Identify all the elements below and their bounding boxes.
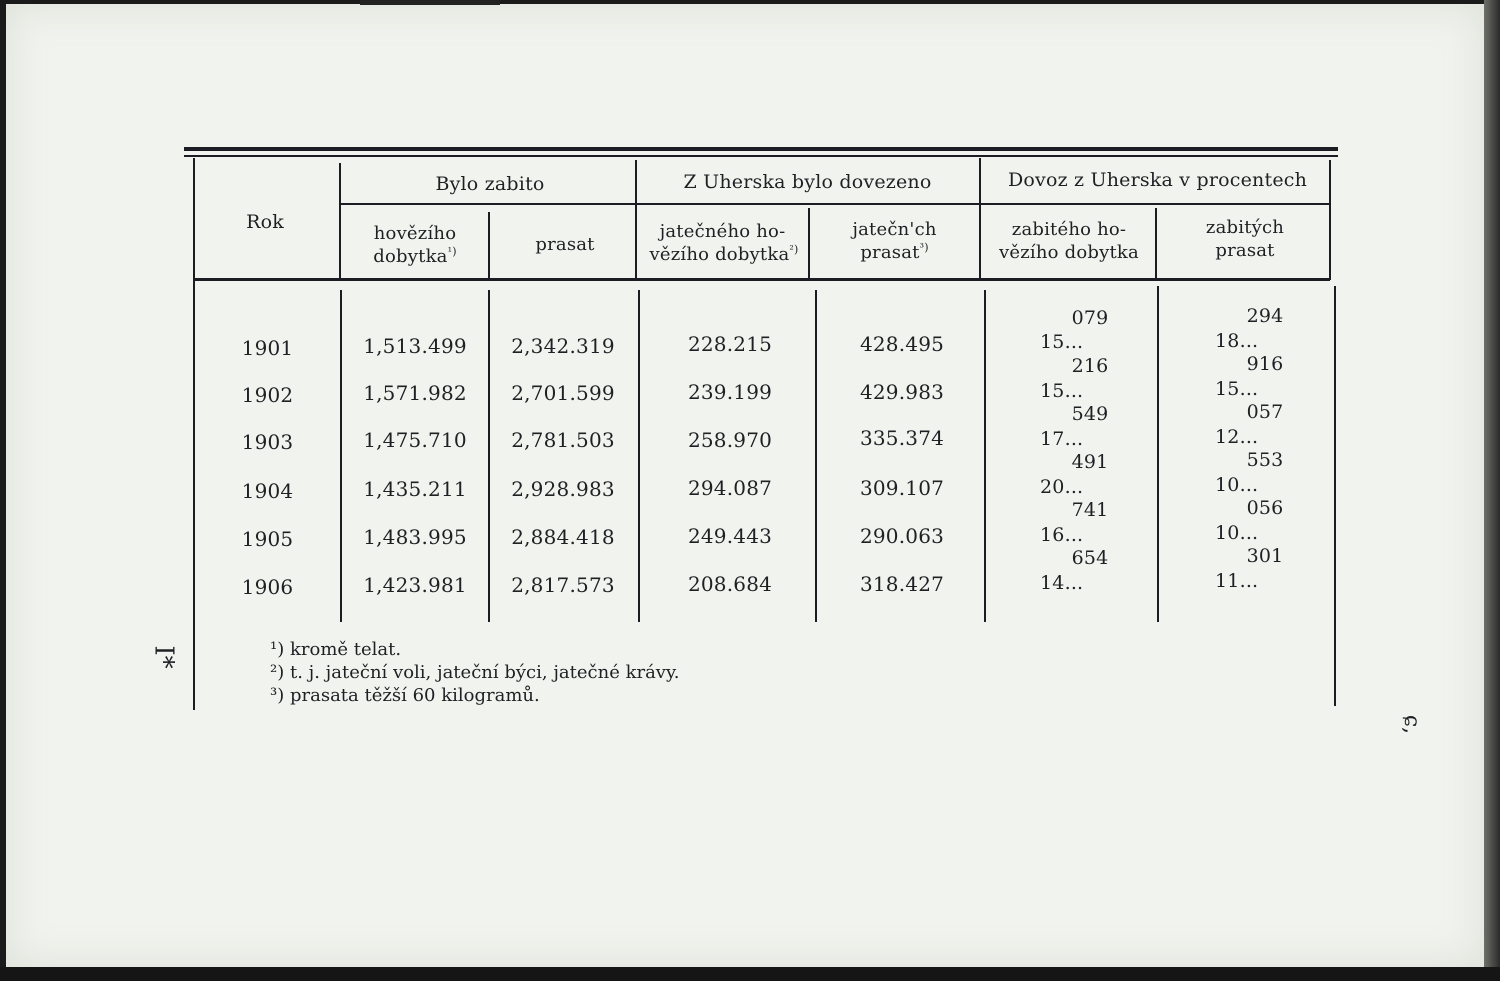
footnote-1-text: kromě telat. [289, 639, 402, 660]
row-1902-hovezi: 1,571.982 [363, 381, 467, 405]
header-zab-pras-line1: zabitých [1205, 217, 1285, 238]
pct-hov-line: 15... [1040, 380, 1084, 402]
group-header-rule [340, 203, 1330, 205]
header-jat-hov-line2 [640, 243, 808, 267]
body-rule-rok [340, 290, 342, 622]
footnote-1-mark: ¹) [270, 639, 285, 660]
pct-hov-line: 491 [1071, 451, 1109, 473]
header-hovezi-line1: hovězího [373, 223, 457, 244]
header-hovezi-line2-text: dobytka [373, 246, 448, 267]
header-jat-hov-line1: jatečného ho- [659, 221, 786, 242]
body-rule-right [1334, 286, 1336, 706]
header-zab-hov-line2: vězího dobytka [999, 242, 1139, 263]
pct-hov-line: 20... [1040, 476, 1084, 498]
margin-mark-right: ɕ, [1399, 714, 1425, 735]
row-1906-jat-hov: 208.684 [687, 572, 773, 596]
row-1901-jat-hov: 228.215 [687, 332, 773, 356]
page-edge-right [1484, 0, 1500, 981]
pct-hov-line: 741 [1071, 499, 1109, 521]
page-edge-bottom [0, 967, 1500, 981]
footnote-2-text: t. j. jateční voli, jateční býci, jatečné krávy. [289, 662, 680, 683]
header-jat-pras-line2 [812, 241, 977, 265]
footnote-ref-3: ³) [919, 241, 929, 254]
pct-hov-line: 549 [1071, 403, 1109, 425]
body-rule-hovezi [488, 290, 490, 622]
row-1902-jat-pras: 429.983 [859, 380, 945, 404]
pct-pras-line: 18... [1215, 330, 1259, 352]
body-rule-zab-hov [1157, 286, 1159, 622]
header-bylo-zabito: Bylo zabito [435, 173, 545, 195]
footnote-3-mark: ³) [270, 685, 285, 706]
header-jat-pras-line2-text: prasat [860, 242, 920, 263]
pct-hov-line: 17... [1040, 428, 1084, 450]
row-1904-hovezi: 1,435.211 [363, 477, 467, 501]
row-1904-jat-hov: 294.087 [687, 476, 773, 500]
pct-pras-line: 057 [1246, 401, 1284, 423]
header-zab-pras-line2: prasat [1215, 240, 1275, 261]
body-rule-prasat [638, 290, 640, 622]
pct-pras-line: 301 [1246, 545, 1284, 567]
body-rule-jat-pras [984, 290, 986, 622]
pct-pras-line: 916 [1246, 353, 1284, 375]
pct-pras-line: 15... [1215, 378, 1259, 400]
pct-pras-line: 553 [1246, 449, 1284, 471]
row-1901-rok: 1901 [241, 336, 294, 360]
row-1905-rok: 1905 [241, 527, 294, 551]
row-1905-hovezi: 1,483.995 [363, 525, 467, 549]
footnote-2-mark: ²) [270, 662, 285, 683]
body-rule-jat-hov [815, 290, 817, 622]
footnote-3-text: prasata těžší 60 kilogramů. [289, 685, 540, 706]
header-z-uherska: Z Uherska bylo dovezeno [683, 171, 932, 193]
header-bottom-rule [194, 278, 1330, 281]
footnote-ref-1: ¹) [447, 245, 457, 258]
row-1904-jat-pras: 309.107 [859, 476, 945, 500]
header-prasat: prasat [535, 234, 595, 255]
pct-pras-line: 294 [1246, 305, 1284, 327]
table-top-thin-rule [184, 155, 1338, 157]
row-1903-jat-pras: 335.374 [859, 426, 945, 450]
row-1906-prasat: 2,817.573 [511, 573, 615, 597]
margin-mark-left: I* [148, 645, 179, 669]
header-jat-hov-line2-text: vězího dobytka [649, 244, 790, 265]
table-top-thick-rule [184, 147, 1338, 151]
row-1905-jat-pras: 290.063 [859, 524, 945, 548]
row-1905-prasat: 2,884.418 [511, 525, 615, 549]
pct-hov-line: 16... [1040, 524, 1084, 546]
header-rok: Rok [246, 211, 284, 233]
header-jat-pras-line1: jatečn'ch [852, 219, 937, 240]
row-1906-jat-pras: 318.427 [859, 572, 945, 596]
pct-pras-line: 12... [1215, 426, 1259, 448]
row-1901-jat-pras: 428.495 [859, 332, 945, 356]
row-1902-jat-hov: 239.199 [687, 380, 773, 404]
row-1906-hovezi: 1,423.981 [363, 573, 467, 597]
row-1906-rok: 1906 [241, 575, 294, 599]
row-1901-hovezi: 1,513.499 [363, 334, 467, 358]
pct-pras-line: 11... [1215, 570, 1259, 592]
pct-hov-line: 216 [1071, 355, 1109, 377]
pct-pras-line: 10... [1215, 522, 1259, 544]
col-rule-zab-hov [1155, 208, 1157, 280]
row-1903-jat-hov: 258.970 [687, 428, 773, 452]
pct-hov-line: 079 [1071, 307, 1109, 329]
row-1904-rok: 1904 [241, 479, 294, 503]
pct-hov-line: 14... [1040, 572, 1084, 594]
footnote-3 [270, 683, 540, 709]
footnote-ref-2: ²) [789, 243, 799, 256]
pct-pras-line: 10... [1215, 474, 1259, 496]
row-1901-prasat: 2,342.319 [511, 334, 615, 358]
col-rule-hovezi [488, 212, 490, 280]
header-hovezi-line2 [345, 245, 485, 269]
col-rule-rok [339, 163, 341, 281]
col-rule-left [193, 158, 195, 710]
row-1904-prasat: 2,928.983 [511, 477, 615, 501]
pct-hov-line: 15... [1040, 331, 1084, 353]
row-1902-rok: 1902 [241, 383, 294, 407]
header-dovoz-procentech: Dovoz z Uherska v procentech [1007, 169, 1308, 191]
row-1903-prasat: 2,781.503 [511, 428, 615, 452]
pct-hov-line: 654 [1071, 547, 1109, 569]
col-rule-jat-hov [808, 208, 810, 280]
row-1903-rok: 1903 [241, 430, 294, 454]
row-1903-hovezi: 1,475.710 [363, 428, 467, 452]
pct-pras-line: 056 [1246, 497, 1284, 519]
col-rule-group2 [635, 160, 637, 280]
col-rule-group3 [979, 158, 981, 280]
row-1902-prasat: 2,701.599 [511, 381, 615, 405]
row-1905-jat-hov: 249.443 [687, 524, 773, 548]
top-smudge [360, 0, 500, 5]
header-zab-hov-line1: zabitého ho- [1011, 219, 1127, 240]
